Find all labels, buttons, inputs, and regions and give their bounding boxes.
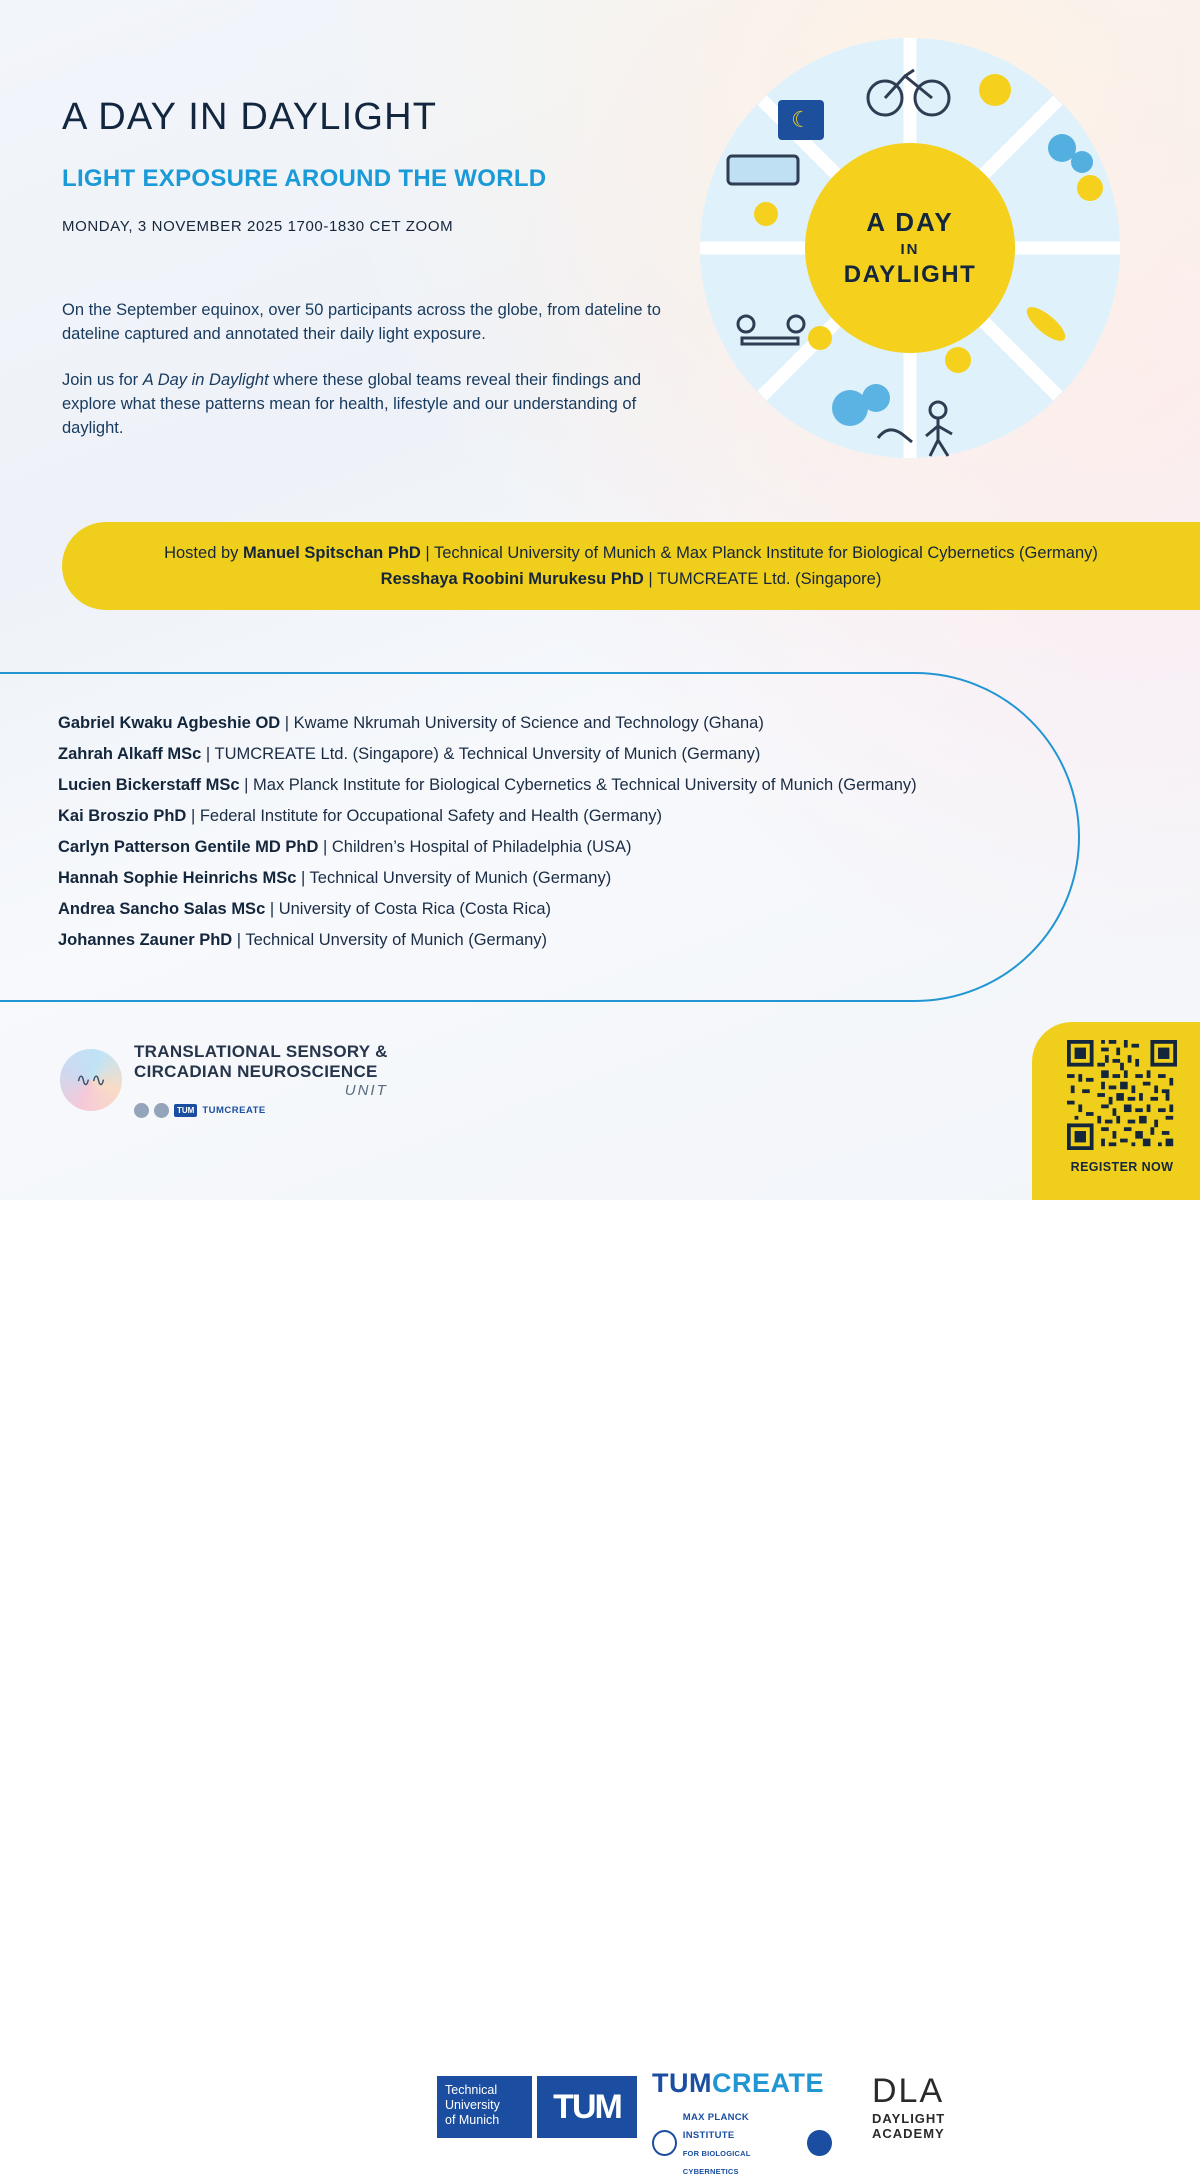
tumcreate-wordmark (652, 2068, 832, 2099)
max-planck-text (683, 2107, 802, 2179)
speaker-name: Zahrah Alkaff MSc (58, 745, 202, 763)
speaker-affiliation: | Kwame Nkrumah University of Science and Technology (Ghana) (280, 714, 764, 732)
partner-dot-icon (134, 1103, 149, 1118)
dla-mark: DLA (872, 2072, 945, 2110)
intro-paragraph: On the September equinox, over 50 participants across the globe, from dateline to dateline captured and annotated their daily light exposure. (62, 301, 661, 343)
footer-logos (0, 1010, 1200, 2176)
event-name-italic: A Day in Daylight (142, 371, 269, 389)
tscn-line-2: CIRCADIAN NEUROSCIENCE (134, 1062, 378, 1081)
tum-line-1: Technical (445, 2083, 498, 2097)
dla-line-1: DAYLIGHT (872, 2111, 946, 2126)
tscn-orb-icon (60, 1049, 122, 1111)
register-now-panel[interactable] (1032, 1022, 1200, 1200)
wheel-center-line1: A DAY (866, 207, 954, 237)
globe-icon (807, 2130, 832, 2156)
wheel-center-line3: DAYLIGHT (843, 261, 977, 288)
logo-tum-wordmark (437, 2076, 532, 2138)
tumcreate-tum: TUM (652, 2068, 712, 2098)
wheel-graphic (700, 38, 1120, 458)
page-title: A DAY IN DAYLIGHT (62, 96, 438, 138)
waveform-icon: ∿∿ (75, 1069, 107, 1090)
tscn-wordmark (134, 1042, 388, 1118)
page-subtitle: LIGHT EXPOSURE AROUND THE WORLD (62, 165, 547, 192)
speaker-name: Gabriel Kwaku Agbeshie OD (58, 714, 281, 732)
host-2-name: Resshaya Roobini Murukesu PhD (380, 570, 644, 588)
logo-max-planck (652, 2107, 832, 2179)
wheel-center-line2: IN (900, 241, 920, 258)
hosts-banner (62, 522, 1200, 610)
speaker-row (58, 894, 1078, 925)
host-line-1 (164, 540, 1098, 566)
logo-tscn (60, 1042, 388, 1118)
logo-daylight-academy (872, 2072, 945, 2141)
speaker-affiliation: | University of Costa Rica (Costa Rica) (265, 900, 552, 918)
speaker-name: Andrea Sancho Salas MSc (58, 900, 266, 918)
speaker-affiliation: | Federal Institute for Occupational Safety and Health (Germany) (186, 807, 663, 825)
mpi-line-1: MAX PLANCK INSTITUTE (682, 2112, 750, 2141)
host-1-affiliation: | Technical University of Munich & Max Planck Institute for Biological Cybernetics (Germany) (420, 544, 1098, 562)
logo-tumcreate (652, 2068, 832, 2179)
speakers-list (58, 708, 1078, 956)
invitation-paragraph (62, 368, 682, 440)
tscn-line-3: UNIT (344, 1082, 388, 1099)
host-1-name: Manuel Spitschan PhD (242, 544, 421, 562)
logo-tum-mark: TUM (537, 2076, 637, 2138)
qr-code-icon[interactable] (1067, 1040, 1177, 1150)
register-now-label[interactable]: REGISTER NOW (1070, 1160, 1174, 1174)
daylight-wheel-illustration (690, 20, 1190, 480)
host-line-2 (381, 566, 882, 592)
speaker-row (58, 863, 1078, 894)
speaker-affiliation: | Children’s Hospital of Philadelphia (USA) (318, 838, 632, 856)
speaker-affiliation: | Technical Unversity of Munich (Germany) (232, 931, 548, 949)
invitation-prefix: Join us for (62, 371, 143, 389)
speaker-row (58, 801, 1078, 832)
tumcreate-create: CREATE (711, 2068, 824, 2098)
speaker-name: Kai Broszio PhD (58, 807, 187, 825)
max-planck-seal-icon (652, 2130, 677, 2156)
speaker-name: Johannes Zauner PhD (58, 931, 233, 949)
speaker-row (58, 770, 1078, 801)
partner-dot-icon (154, 1103, 169, 1118)
speaker-row (58, 832, 1078, 863)
speaker-name: Carlyn Patterson Gentile MD PhD (58, 838, 319, 856)
tum-line-2: University (445, 2098, 500, 2112)
speaker-affiliation: | Max Planck Institute for Biological Cybernetics & Technical University of Munich (Germany) (239, 776, 917, 794)
host-2-affiliation: | TUMCREATE Ltd. (Singapore) (643, 570, 882, 588)
tum-line-3: of Munich (445, 2113, 500, 2127)
tumcreate-badge: TUMCREATE (202, 1105, 266, 1116)
invitation-post: where these global teams reveal their findings and explore what these patterns mean for health, lifestyle and our understanding of daylight. (62, 371, 642, 437)
speaker-name: Lucien Bickerstaff MSc (58, 776, 240, 794)
speaker-row (58, 739, 1078, 770)
tscn-line-1: TRANSLATIONAL SENSORY & (134, 1042, 388, 1061)
event-datetime: MONDAY, 3 NOVEMBER 2025 1700-1830 CET ZOOM (62, 218, 454, 235)
speaker-row (58, 925, 1078, 956)
tscn-partner-badges (134, 1103, 388, 1118)
dla-line-2: ACADEMY (872, 2126, 945, 2141)
speaker-affiliation: | Technical Unversity of Munich (Germany) (296, 869, 612, 887)
mpi-line-2: FOR BIOLOGICAL CYBERNETICS (682, 2149, 751, 2176)
speaker-row (58, 708, 1078, 739)
speaker-name: Hannah Sophie Heinrichs MSc (58, 869, 297, 887)
wheel-center-sun (805, 143, 1015, 353)
hosted-by-label: Hosted by (164, 544, 243, 562)
moon-icon: ☾ (778, 100, 824, 140)
speaker-affiliation: | TUMCREATE Ltd. (Singapore) & Technical Unversity of Munich (Germany) (201, 745, 761, 763)
tum-badge: TUM (174, 1104, 197, 1117)
